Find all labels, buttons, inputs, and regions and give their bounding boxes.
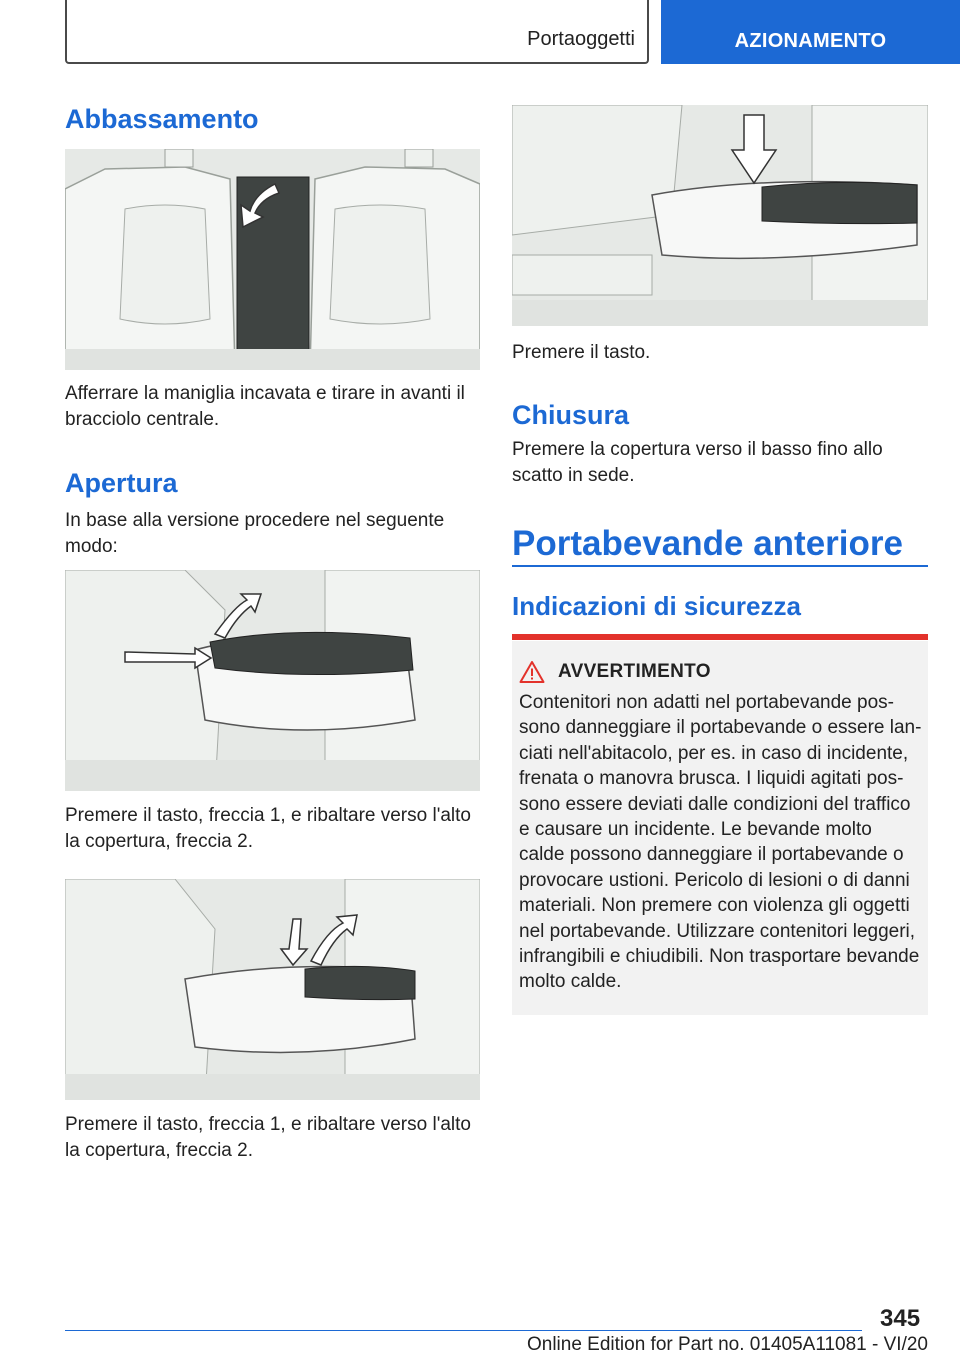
warning-rule [512,634,928,640]
warning-line: provocare ustioni. Pericolo di lesioni o di danni [519,869,910,891]
warning-line: frenata o manovra brusca. I liquidi agitati pos- [519,768,904,790]
heading-apertura: Apertura [65,468,178,498]
illustration-armrest-open-2 [65,879,480,1100]
warning-line: nel portabevande. Utilizzare contenitori leggeri, [519,920,916,942]
heading-sicurezza: Indicazioni di sicurezza [512,591,801,621]
footer-rule [65,1330,862,1331]
heading-rule [512,565,928,567]
warning-label: AVVERTIMENTO [558,661,711,682]
warning-line: Contenitori non adatti nel portabevande pos- [519,692,894,713]
warning-line: sono essere deviati dalle condizioni del traffico [519,793,911,815]
illustration-armrest-lowered [65,149,480,370]
heading-abbassamento: Abbassamento [65,104,259,134]
illustration-armrest-open-1 [65,570,480,791]
warning-line: molto calde. [519,971,622,993]
warning-line: e causare un incidente. Le bevande molto [519,819,872,841]
warning-triangle-icon [519,660,545,684]
warning-line: calde possono danneggiare il portabevande o [519,844,904,866]
chapter-tab[interactable]: AZIONAMENTO [661,0,960,64]
section-title: Portaoggetti [527,28,635,50]
text-abbassamento-1: Afferrare la maniglia incavata e tirare in avanti il [65,383,465,404]
caption-image-2-line-2: la copertura, freccia 2. [65,1140,253,1161]
warning-line: infrangibili e chiudibili. Non trasportare bevande [519,946,920,968]
text-apertura-1: In base alla versione procedere nel seguente [65,510,445,531]
caption-image-right: Premere il tasto. [512,342,651,363]
caption-image-1-line-2: la copertura, freccia 2. [65,831,253,852]
page-number: 345 [880,1305,921,1332]
text-apertura-2: modo: [65,536,118,557]
caption-image-1-line-1: Premere il tasto, freccia 1, e ribaltare verso l'alto [65,805,471,826]
heading-chiusura: Chiusura [512,400,630,430]
warning-line: materiali. Non premere con violenza gli oggetti [519,895,910,917]
text-chiusura-1: Premere la copertura verso il basso fino allo [512,439,883,460]
warning-line: ciati nell'abitacolo, per es. in caso di incidente, [519,742,909,764]
text-abbassamento-2: bracciolo centrale. [65,409,220,430]
warning-line: sono danneggiare il portabevande o essere lan- [519,717,922,739]
warning-text [519,690,923,995]
text-chiusura-2: scatto in sede. [512,465,635,486]
edition-footer: Online Edition for Part no. 01405A11081 - VI/20 [526,1334,928,1355]
header-frame [65,0,649,64]
illustration-armrest-closing [512,105,928,326]
caption-image-2-line-1: Premere il tasto, freccia 1, e ribaltare verso l'alto [65,1114,471,1135]
main-heading-portabevande: Portabevande anteriore [512,524,903,563]
